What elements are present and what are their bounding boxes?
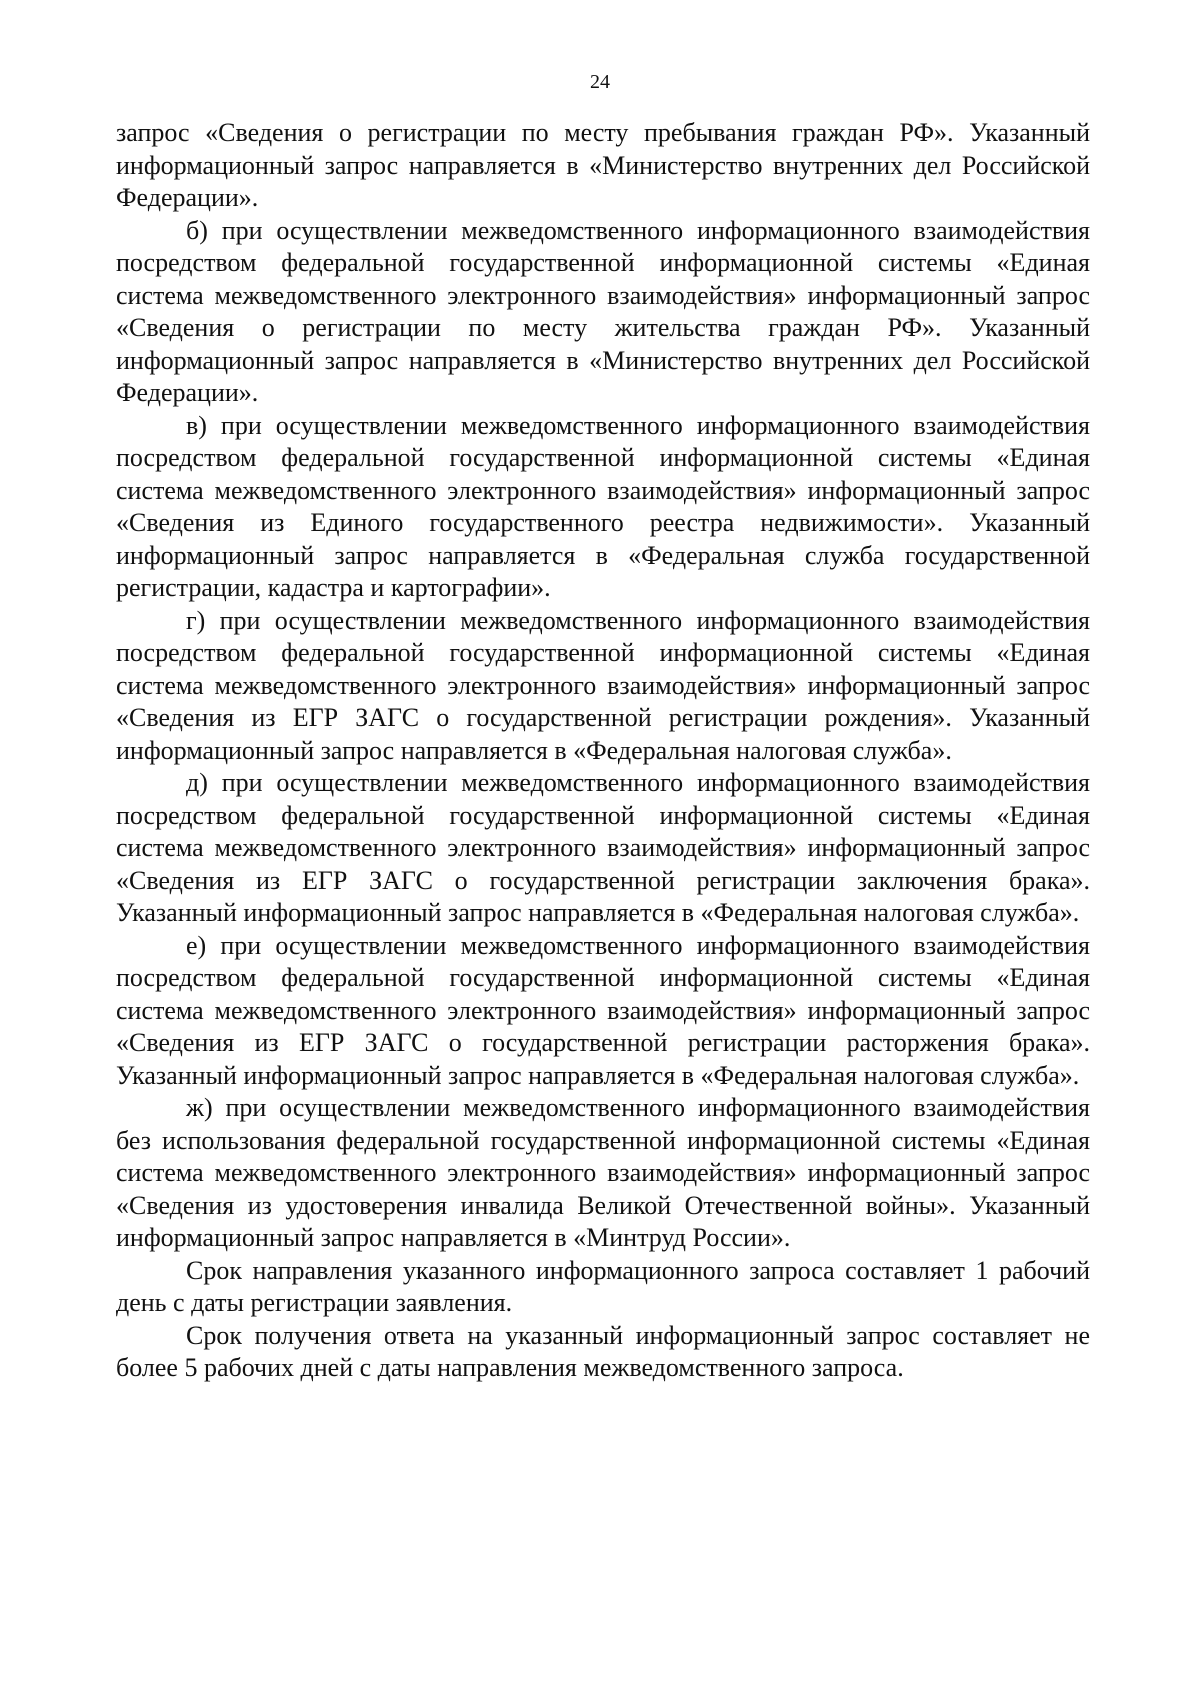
paragraph-response-deadline: Срок получения ответа на указанный информационный запрос составляет не более 5 рабочих дней с даты направления межведомственного запроса. [116, 1320, 1090, 1382]
paragraph-continuation: запрос «Сведения о регистрации по месту пребывания граждан РФ». Указанный информационный запрос направляется в «Министерство внутренних дел Российской Федерации». [116, 118, 1090, 212]
paragraph-item-zh: ж) при осуществлении межведомственного информационного взаимодействия без использования федеральной государственной информационной системы «Единая система межведомственного электронного взаимодействия» информационный запрос «Сведения из удостоверения инвалида Великой Отечественной войны». Указанный информационный запрос направляется в «Минтруд России». [116, 1093, 1090, 1252]
paragraph-item-d: д) при осуществлении межведомственного информационного взаимодействия посредством федеральной государственной информационной системы «Единая система межведомственного электронного взаимодействия» информационный запрос «Сведения из ЕГР ЗАГС о государственной регистрации заключения брака». Указанный информационный запрос направляется в «Федеральная налоговая служба». [116, 768, 1090, 927]
paragraph-item-e: е) при осуществлении межведомственного информационного взаимодействия посредством федеральной государственной информационной системы «Единая система межведомственного электронного взаимодействия» информационный запрос «Сведения из ЕГР ЗАГС о государственной регистрации расторжения брака». Указанный информационный запрос направляется в «Федеральная налоговая служба». [116, 930, 1090, 1090]
body-text [116, 117, 1090, 1385]
page-number: 24 [590, 71, 610, 93]
paragraph-item-b: б) при осуществлении межведомственного информационного взаимодействия посредством федеральной государственной информационной системы «Единая система межведомственного электронного взаимодействия» информационный запрос «Сведения о регистрации по месту жительства граждан РФ». Указанный информационный запрос направляется в «Министерство внутренних дел Российской Федерации». [116, 215, 1090, 407]
paragraph-item-g: г) при осуществлении межведомственного информационного взаимодействия посредством федеральной государственной информационной системы «Единая система межведомственного электронного взаимодействия» информационный запрос «Сведения из ЕГР ЗАГС о государственной регистрации рождения». Указанный информационный запрос направляется в «Федеральная налоговая служба». [116, 605, 1090, 765]
paragraph-request-deadline: Срок направления указанного информационного запроса составляет 1 рабочий день с даты регистрации заявления. [116, 1255, 1090, 1317]
paragraph-item-v: в) при осуществлении межведомственного информационного взаимодействия посредством федеральной государственной информационной системы «Единая система межведомственного электронного взаимодействия» информационный запрос «Сведения из Единого государственного реестра недвижимости». Указанный информационный запрос направляется в «Федеральная служба государственной регистрации, кадастра и картографии». [116, 410, 1090, 602]
